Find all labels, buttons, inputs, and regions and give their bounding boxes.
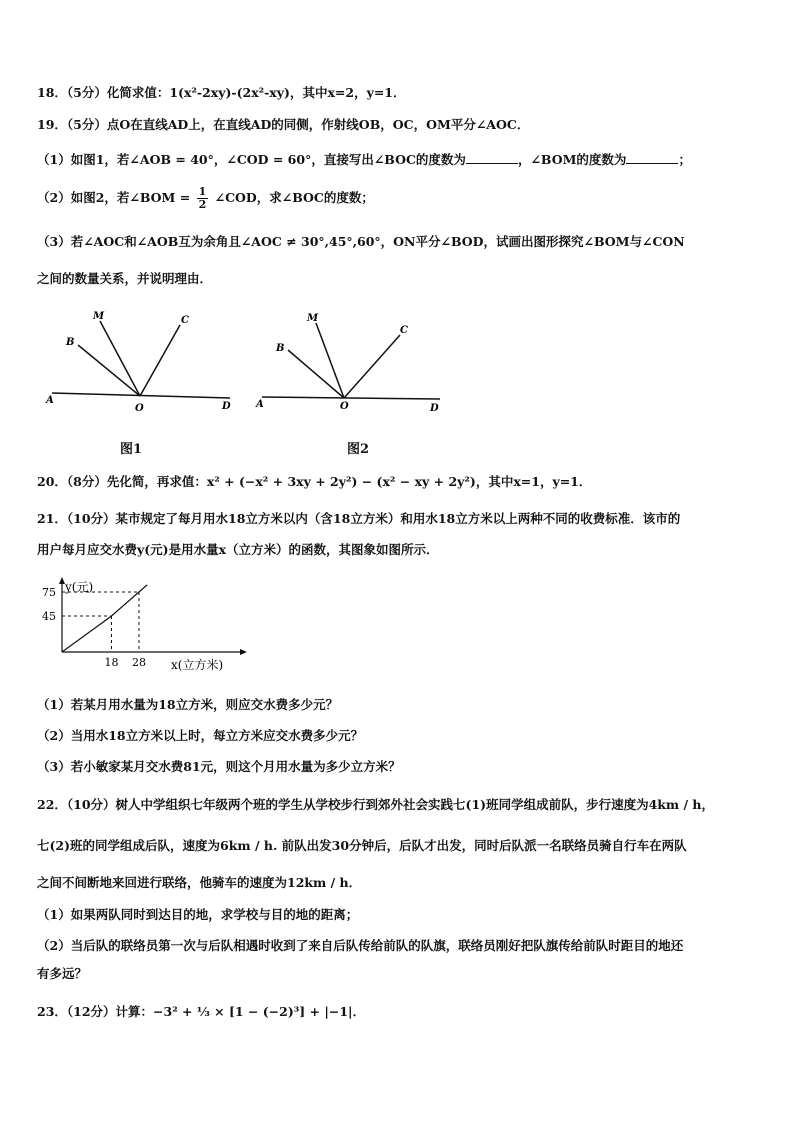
question-22-part-1: （1）如果两队同时到达目的地，求学校与目的地的距离； bbox=[37, 907, 359, 922]
label-a: A bbox=[256, 399, 264, 410]
y-tick-label: 45 bbox=[42, 610, 56, 623]
question-21-stem-line-2: 用户每月应交水费y(元)是用水量x（立方米）的函数，其图象如图所示． bbox=[37, 542, 439, 557]
question-22-line-2: 七(2)班的同学组成后队，速度为6km / h. 前队出发30分钟后，后队才出发，同时后队派一名联络员骑自行车在两队 bbox=[37, 838, 687, 853]
fee-function-line bbox=[62, 585, 147, 652]
label-b: B bbox=[66, 337, 75, 348]
figure-2-caption: 图2 bbox=[347, 442, 370, 457]
label-c: C bbox=[181, 315, 189, 326]
question-21-part-2: （2）当用水18立方米以上时，每立方米应交水费多少元？ bbox=[37, 728, 364, 743]
question-23: 23．（12分）计算：−3² + ⅓ × [1 − (−2)³] + |−1|． bbox=[37, 1004, 366, 1019]
question-22-part-2-line-1: （2）当后队的联络员第一次与后队相遇时收到了来自后队传给前队的队旗，联络员刚好把队旗传给前队时距目的地还 bbox=[37, 938, 684, 953]
label-a: A bbox=[46, 395, 54, 406]
q19-p2-text-b: ∠COD，求∠BOC的度数； bbox=[214, 190, 374, 205]
ray-om bbox=[100, 321, 140, 396]
label-d: D bbox=[430, 403, 439, 414]
y-axis-label: y(元) bbox=[65, 580, 94, 594]
figure-1-caption: 图1 bbox=[120, 442, 143, 457]
ray-oc bbox=[344, 335, 400, 398]
figure-2-diagram bbox=[250, 305, 450, 415]
q19-p1-text-a: （1）如图1，若∠AOB = 40°，∠COD = 60°，直接写出∠BOC的度数为 bbox=[37, 152, 466, 167]
q19-p1-text-c: ； bbox=[678, 152, 691, 167]
question-21-part-3: （3）若小敏家某月交水费81元，则这个月用水量为多少立方米？ bbox=[37, 759, 401, 774]
question-21-part-1: （1）若某月用水量为18立方米，则应交水费多少元？ bbox=[37, 697, 339, 712]
question-19-part-3-line-2: 之间的数量关系，并说明理由． bbox=[37, 271, 213, 286]
label-d: D bbox=[222, 401, 231, 412]
answer-blank-bom[interactable] bbox=[626, 151, 678, 164]
question-22-line-1: 22．（10分）树人中学组织七年级两个班的学生从学校步行到郊外社会实践七(1)班同学组成前队，步行速度为4km / h， bbox=[37, 797, 715, 812]
ray-ob bbox=[78, 345, 140, 396]
ray-oc bbox=[140, 325, 180, 396]
q19-p2-text-a: （2）如图2，若∠BOM = bbox=[37, 190, 191, 205]
chart-marks bbox=[42, 585, 147, 669]
figure-1-diagram bbox=[40, 305, 240, 415]
label-b: B bbox=[276, 343, 285, 354]
label-m: M bbox=[93, 311, 105, 322]
fraction-one-half bbox=[197, 186, 209, 211]
x-tick-label: 18 bbox=[104, 656, 119, 669]
water-fee-chart bbox=[35, 572, 255, 677]
x-tick-label: 28 bbox=[132, 656, 146, 669]
question-19-part-2 bbox=[37, 186, 374, 211]
question-19-stem: 19．（5分）点O在直线AD上，在直线AD的同侧，作射线OB，OC，OM平分∠AOC． bbox=[37, 117, 530, 132]
question-20: 20．（8分）先化简，再求值：x² + (−x² + 3xy + 2y²) − (x² − xy + 2y²)，其中x=1，y=1． bbox=[37, 474, 592, 489]
question-22-part-2-line-2: 有多远？ bbox=[37, 966, 88, 981]
question-22-line-3: 之间不间断地来回进行联络，他骑车的速度为12km / h． bbox=[37, 875, 362, 890]
question-19-part-3-line-1: （3）若∠AOC和∠AOB互为余角且∠AOC ≠ 30°,45°,60°，ON平分∠BOD，试画出图形探究∠BOM与∠CON bbox=[37, 234, 685, 249]
answer-blank-boc[interactable] bbox=[466, 151, 518, 164]
question-21-stem-line-1: 21．（10分）某市规定了每月用水18立方米以内（含18立方米）和用水18立方米以上两种不同的收费标准．该市的 bbox=[37, 511, 681, 526]
line-ad bbox=[262, 397, 440, 399]
fraction-numerator: 1 bbox=[198, 185, 207, 198]
question-18: 18．（5分）化简求值：1(x²-2xy)-(2x²-xy)，其中x=2，y=1． bbox=[37, 85, 406, 100]
fraction-denominator: 2 bbox=[198, 198, 207, 211]
y-tick-label: 75 bbox=[42, 586, 56, 599]
question-19-part-1 bbox=[37, 151, 691, 168]
x-axis-arrow bbox=[240, 649, 247, 655]
x-axis-label: x(立方米) bbox=[171, 658, 224, 672]
label-c: C bbox=[400, 325, 408, 336]
label-o: O bbox=[135, 403, 144, 414]
label-o: O bbox=[340, 401, 349, 412]
q19-p1-text-b: ，∠BOM的度数为 bbox=[517, 152, 627, 167]
label-m: M bbox=[307, 313, 319, 324]
